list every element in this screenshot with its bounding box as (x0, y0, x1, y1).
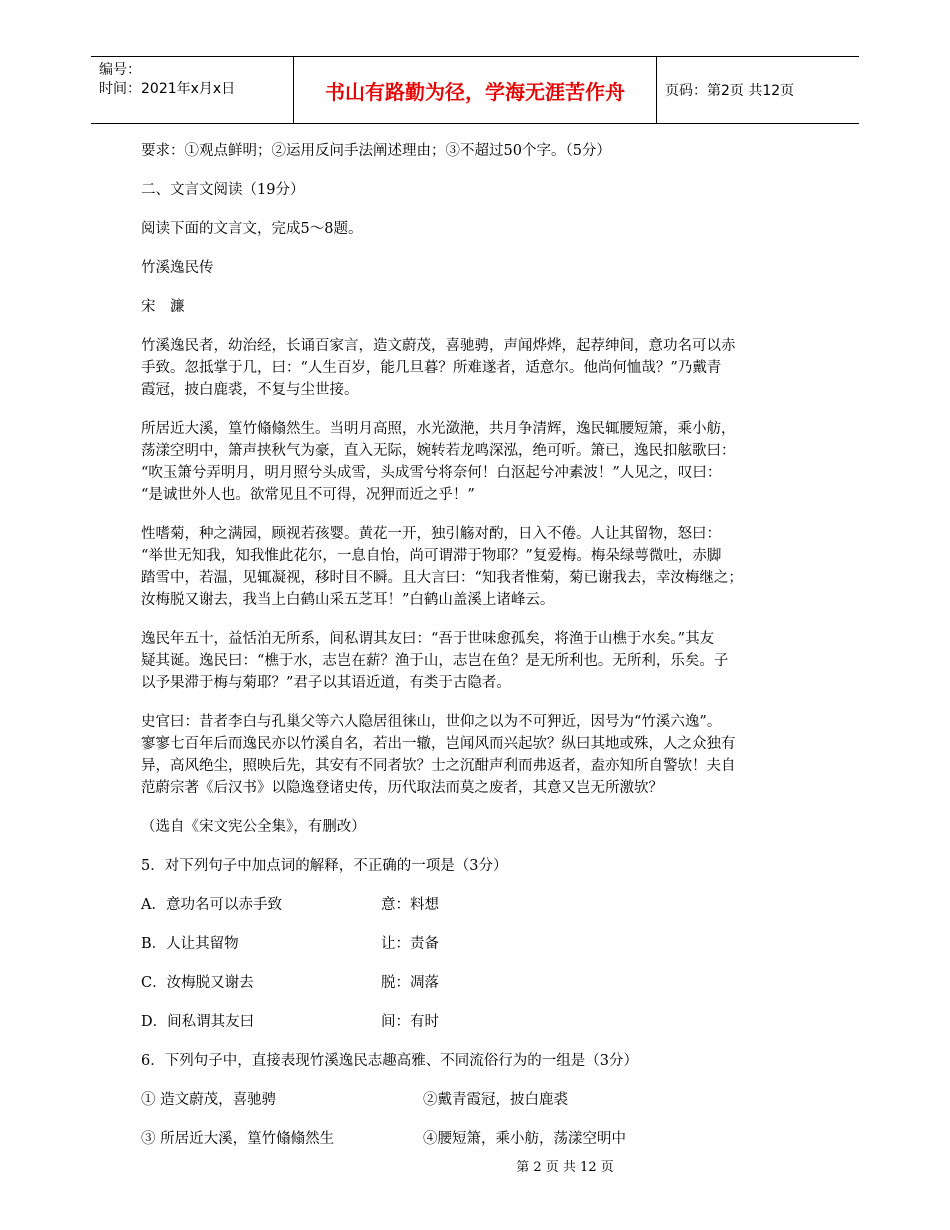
q5-option (141, 1011, 821, 1033)
passage-title: 竹溪逸民传 (141, 260, 214, 276)
q5-option (141, 933, 821, 955)
passage-paragraph: 逸民年五十，益恬泊无所系，间私谓其友曰：“吾于世味愈孤矣，将渔于山樵于水矣。”其友 疑其诞。逸民曰：“樵于水，志岂在薪？渔于山，志岂在鱼？是无所利也。无所利，乐矣。子 以予果滞于梅与菊耶？”君子以其语近道，有类于古隐者。 (141, 631, 729, 691)
option-text: B．人让其留物 (141, 936, 239, 952)
q6-item: ②戴青霞冠，披白鹿裘 (423, 1092, 568, 1108)
header-meta (91, 57, 294, 123)
question-5: 5．对下列句子中加点词的解释，不正确的一项是（3分） (141, 858, 508, 874)
q6-item: ④腰短箫，乘小舫，荡漾空明中 (423, 1131, 626, 1147)
q6-item: ③ 所居近大溪，篁竹翛翛然生 (141, 1131, 335, 1147)
page-header (91, 56, 859, 124)
option-text: C．汝梅脱又谢去 (141, 975, 254, 991)
header-page-info: 页码：第2页 共12页 (665, 83, 795, 99)
q6-item: ① 造文蔚茂，喜驰骋 (141, 1092, 277, 1108)
option-text: D．间私谓其友曰 (141, 1014, 255, 1030)
q6-row (141, 1089, 821, 1111)
time-label: 时间：2021年x月x日 (99, 81, 236, 97)
passage-source: （选自《宋文宪公全集》，有删改） (141, 819, 366, 835)
page-footer: 第 2 页 共 12 页 (516, 1160, 614, 1175)
section-heading: 二、文言文阅读（19分） (141, 182, 305, 198)
header-motto: 书山有路勤为径，学海无涯苦作舟 (294, 57, 657, 123)
q5-option (141, 972, 821, 994)
passage-paragraph: 史官曰：昔者李白与孔巢父等六人隐居徂徕山，世仰之以为不可狎近，因号为“竹溪六逸”。 寥寥七百年后而逸民亦以竹溪自名，若出一辙，岂闻风而兴起欤？纵曰其地或殊，人之众独有 异，高风绝尘，照映后先，其安有不同者欤？士之沉酣声利而弗返者，盍亦知所自警欤！夫自 范蔚宗著《后汉书》以隐逸登诸史传，历代取法而莫之废者，其意又岂无所激欤？ (141, 714, 736, 796)
option-gloss: 让：责备 (381, 936, 439, 952)
option-gloss: 间：有时 (381, 1014, 439, 1030)
passage-author: 宋 濂 (141, 299, 185, 315)
requirement-text: 要求：①观点鲜明；②运用反问手法阐述理由；③不超过50个字。（5分） (141, 143, 611, 159)
option-gloss: 脱：凋落 (381, 975, 439, 991)
passage-paragraph: 所居近大溪，篁竹翛翛然生。当明月高照，水光潋滟，共月争清辉，逸民辄腰短箫，乘小舫， 荡漾空明中，箫声挟秋气为豪，直入无际，婉转若龙鸣深泓，绝可听。箫已，逸民扣舷歌曰： “吹玉箫兮弄明月，明月照兮头成雪，头成雪兮将奈何！白沤起兮冲素波！”人见之，叹曰： “是诚世外人也。欲常见且不可得，况狎而近之乎！” (141, 421, 736, 503)
question-6: 6．下列句子中，直接表现竹溪逸民志趣高雅、不同流俗行为的一组是（3分） (141, 1053, 638, 1069)
option-text: A．意功名可以赤手致 (141, 897, 282, 913)
number-label: 编号： (99, 62, 141, 78)
instruction-text: 阅读下面的文言文，完成5～8题。 (141, 221, 363, 237)
passage-paragraph: 性嗜菊，种之满园，顾视若孩婴。黄花一开，独引觞对酌，日入不倦。人让其留物，怒曰： “举世无知我，知我惟此花尔，一息自怡，尚可谓滞于物耶？”复爱梅。梅朵绿萼微吐，赤脚 踏雪中，若温，见辄凝视，移时目不瞬。且大言曰：“知我者惟菊，菊已谢我去，幸汝梅继之； 汝梅脱又谢去，我当上白鹤山采五芝耳！”白鹤山盖溪上诸峰云。 (141, 526, 743, 608)
q6-row (141, 1128, 821, 1150)
passage-paragraph: 竹溪逸民者，幼治经，长诵百家言，造文蔚茂，喜驰骋，声闻烨烨，起荐绅间，意功名可以赤 手致。忽抵掌于几，曰：“人生百岁，能几旦暮？所难遂者，适意尔。他尚何恤哉？”乃戴青 霞冠，披白鹿裘，不复与尘世接。 (141, 338, 736, 398)
option-gloss: 意：料想 (381, 897, 439, 913)
q5-option (141, 894, 821, 916)
document-body (141, 140, 821, 1167)
